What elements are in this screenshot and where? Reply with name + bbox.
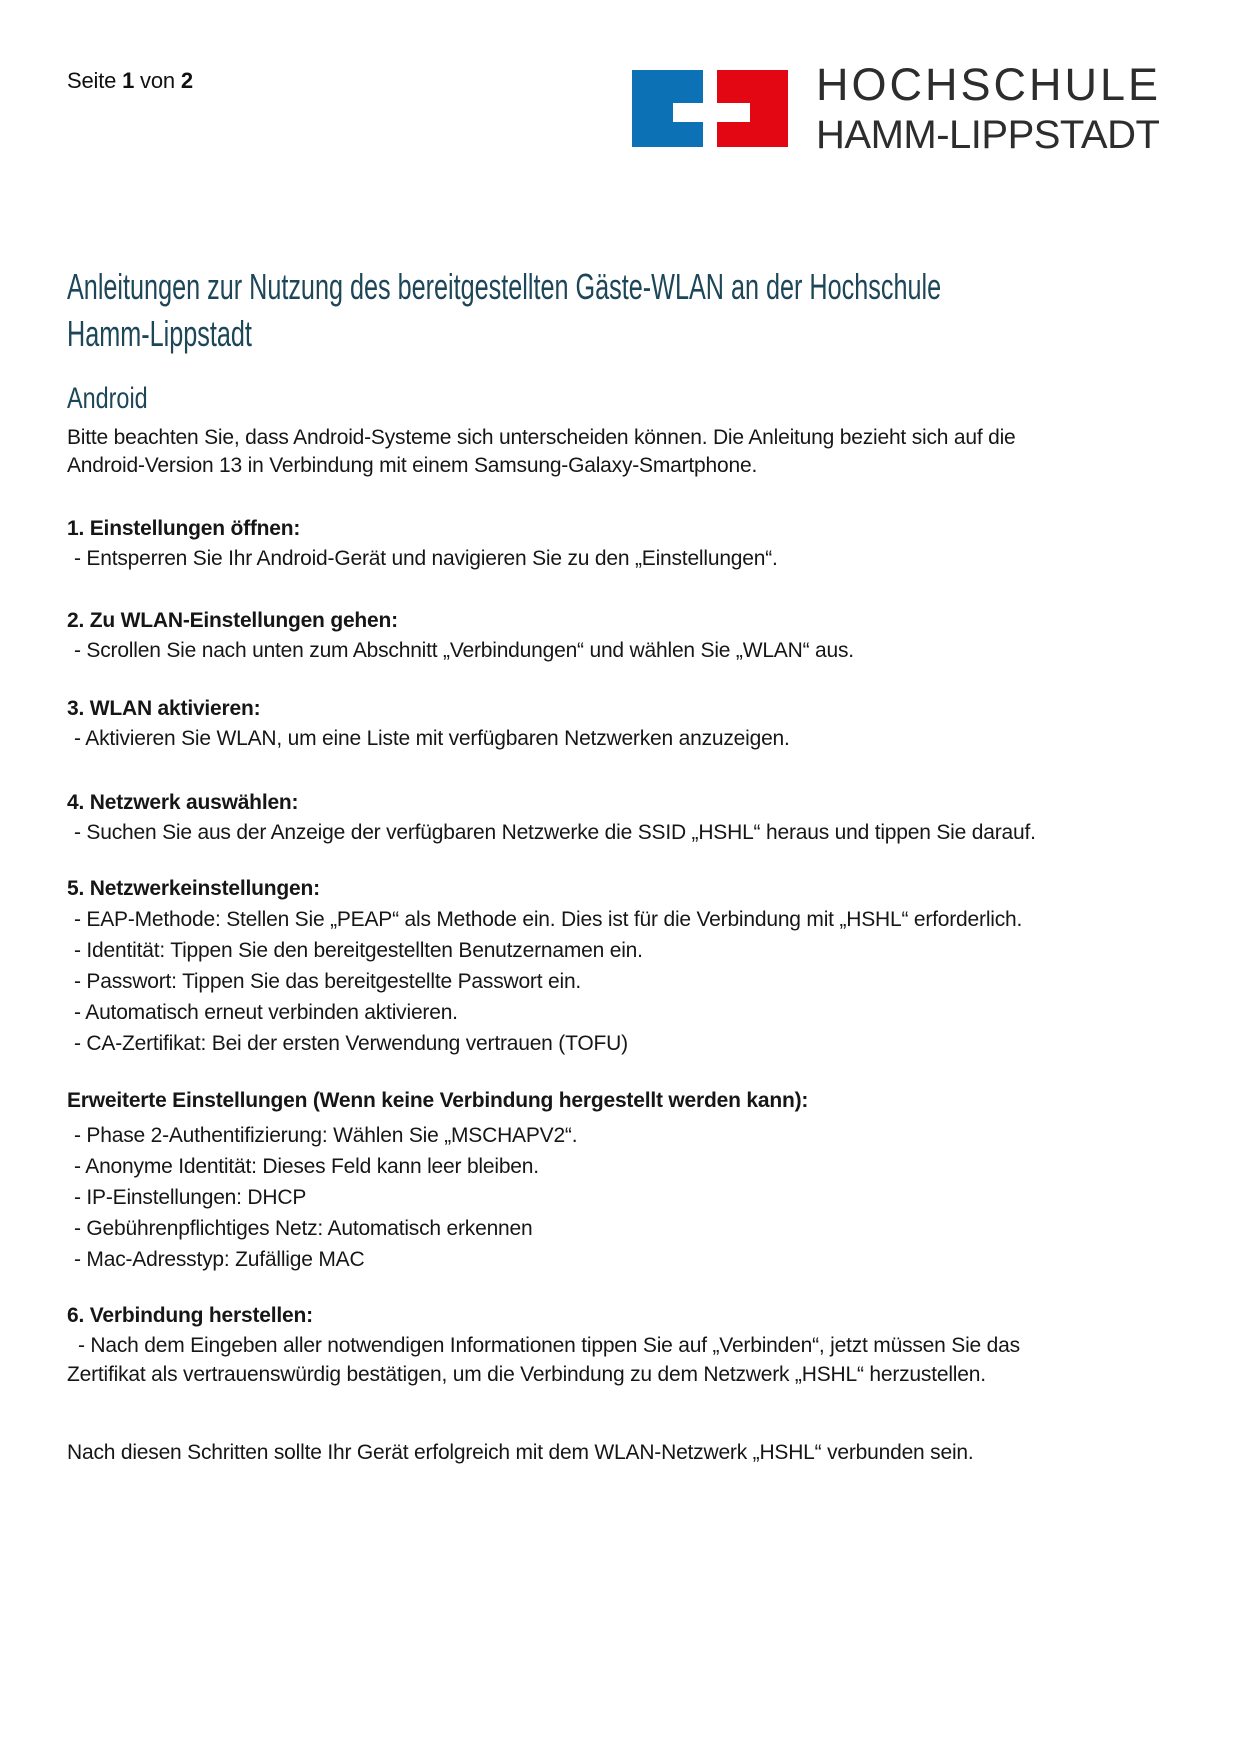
step-line: - CA-Zertifikat: Bei der ersten Verwendung vertrauen (TOFU) bbox=[74, 1032, 628, 1055]
step-line: - Mac-Adresstyp: Zufällige MAC bbox=[74, 1248, 365, 1271]
step-heading: 5. Netzwerkeinstellungen: bbox=[67, 877, 320, 900]
page-label-current: 1 bbox=[122, 68, 135, 93]
step-section-1 bbox=[67, 514, 1207, 574]
step-section-6 bbox=[67, 1301, 1207, 1389]
closing-paragraph: Nach diesen Schritten sollte Ihr Gerät erfolgreich mit dem WLAN-Netzwerk „HSHL“ verbunden sein. bbox=[67, 1441, 974, 1464]
step-lines bbox=[67, 1120, 1207, 1275]
step-line: - Phase 2-Authentifizierung: Wählen Sie „MSCHAPV2“. bbox=[74, 1124, 578, 1147]
logo-wordmark bbox=[816, 59, 1162, 157]
step-line: - Passwort: Tippen Sie das bereitgestellte Passwort ein. bbox=[74, 970, 582, 993]
step-line: - Scrollen Sie nach unten zum Abschnitt „Verbindungen“ und wählen Sie „WLAN“ aus. bbox=[74, 639, 854, 662]
page-label-prefix: Seite bbox=[67, 68, 117, 93]
intro-line: Bitte beachten Sie, dass Android-Systeme sich unterscheiden können. Die Anleitung bezieht sich auf die bbox=[67, 426, 1016, 449]
intro-line: Android-Version 13 in Verbindung mit einem Samsung-Galaxy-Smartphone. bbox=[67, 454, 758, 477]
logo-wordmark-line2: HAMM-LIPPSTADT bbox=[816, 113, 1160, 157]
page-label-separator: von bbox=[140, 68, 175, 93]
step-section-5 bbox=[67, 874, 1207, 1059]
step-heading: 6. Verbindung herstellen: bbox=[67, 1304, 313, 1327]
step-line: - Gebührenpflichtiges Netz: Automatisch erkennen bbox=[74, 1217, 533, 1240]
step-heading: 3. WLAN aktivieren: bbox=[67, 697, 261, 720]
step-heading: 4. Netzwerk auswählen: bbox=[67, 791, 299, 814]
step-line: - Identität: Tippen Sie den bereitgestellten Benutzernamen ein. bbox=[74, 939, 643, 962]
document-title bbox=[67, 263, 941, 357]
hshl-logo-icon bbox=[632, 70, 788, 147]
page-label-total: 2 bbox=[180, 68, 193, 93]
advanced-settings-section bbox=[67, 1086, 1207, 1275]
document-title-line1: Anleitungen zur Nutzung des bereitgestellten Gäste-WLAN an der Hochschule bbox=[67, 266, 942, 307]
logo-white-crossbar bbox=[673, 103, 750, 122]
document-title-line2: Hamm-Lippstadt bbox=[67, 313, 252, 354]
step-lines bbox=[67, 904, 1207, 1059]
os-section-heading: Android bbox=[67, 382, 148, 415]
step-heading: 1. Einstellungen öffnen: bbox=[67, 517, 301, 540]
step-line: - Aktivieren Sie WLAN, um eine Liste mit verfügbaren Netzwerken anzuzeigen. bbox=[74, 727, 790, 750]
step-heading: 2. Zu WLAN-Einstellungen gehen: bbox=[67, 609, 398, 632]
page-number-label bbox=[67, 66, 193, 96]
step-line: - Suchen Sie aus der Anzeige der verfügbaren Netzwerke die SSID „HSHL“ heraus und tippen Sie darauf. bbox=[74, 821, 1036, 844]
step-line: - Anonyme Identität: Dieses Feld kann leer bleiben. bbox=[74, 1155, 539, 1178]
step-line: - Nach dem Eingeben aller notwendigen Informationen tippen Sie auf „Verbinden“, jetzt müssen Sie das bbox=[78, 1334, 1020, 1357]
step-line: - IP-Einstellungen: DHCP bbox=[74, 1186, 307, 1209]
step-line: Zertifikat als vertrauenswürdig bestätigen, um die Verbindung zu dem Netzwerk „HSHL“ herzustellen. bbox=[67, 1363, 986, 1386]
step-line: - Automatisch erneut verbinden aktivieren. bbox=[74, 1001, 458, 1024]
step-section-2 bbox=[67, 606, 1207, 666]
step-heading: Erweiterte Einstellungen (Wenn keine Verbindung hergestellt werden kann): bbox=[67, 1089, 809, 1112]
intro-paragraph bbox=[67, 424, 1016, 480]
step-section-4 bbox=[67, 788, 1207, 848]
step-line: - EAP-Methode: Stellen Sie „PEAP“ als Methode ein. Dies ist für die Verbindung mit „HSHL“ erforderlich. bbox=[74, 908, 1023, 931]
logo-wordmark-line1: HOCHSCHULE bbox=[816, 59, 1162, 110]
step-line: - Entsperren Sie Ihr Android-Gerät und navigieren Sie zu den „Einstellungen“. bbox=[74, 547, 778, 570]
step-section-3 bbox=[67, 694, 1207, 754]
